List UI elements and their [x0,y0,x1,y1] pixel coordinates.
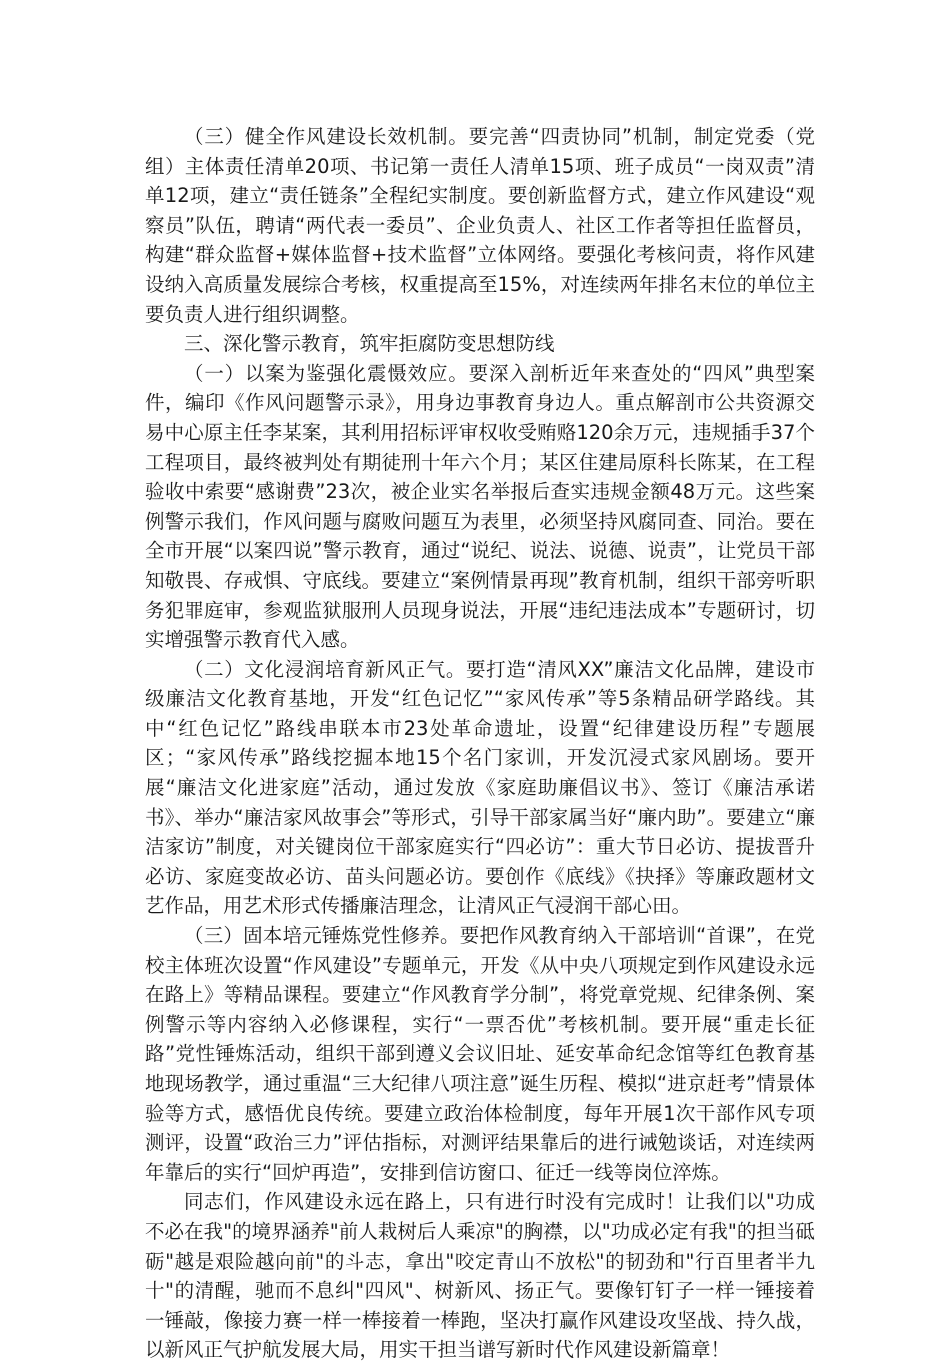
paragraph-party-spirit: （三）固本培元锤炼党性修养。要把作风教育纳入干部培训“首课”，在党校主体班次设置“作风建设”专题单元，开发《从中央八项规定到作风建设永远在路上》等精品课程。要建立“作风教育学分制”，将党章党规、纪律条例、案例警示等内容纳入必修课程，实行“一票否优”考核机制。要开展“重走长征路”党性锤炼活动，组织干部到遵义会议旧址、延安革命纪念馆等红色教育基地现场教学，通过重温“三大纪律八项注意”诞生历程、模拟“进京赶考”情景体验等方式，感悟优良传统。要建立政治体检制度，每年开展1次干部作风专项测评，设置“政治三力”评估指标，对测评结果靠后的进行诫勉谈话，对连续两年靠后的实行“回炉再造”，安排到信访窗口、征迁一线等岗位淬炼。 [145,924,815,1184]
section-heading-warning-education: 三、深化警示教育，筑牢拒腐防变思想防线 [184,332,555,356]
paragraph-closing-remarks: 同志们，作风建设永远在路上，只有进行时没有完成时！让我们以"功成不必在我"的境界涵养"前人栽树后人乘凉"的胸襟，以"功成必定有我"的担当砥砺"越是艰险越向前"的斗志，拿出"咬定青山不放松"的韧劲和"行百里者半九十"的清醒，驰而不息纠"四风"、树新风、扬正气。要像钉钉子一样一锤接着一锤敲，像接力赛一样一棒接着一棒跑，坚决打赢作风建设攻坚战、持久战，以新风正气护航发展大局，用实干担当谱写新时代作风建设新篇章！ [145,1190,815,1362]
document-body [145,122,815,1365]
paragraph-culture-integrity: （二）文化浸润培育新风正气。要打造“清风XX”廉洁文化品牌，建设市级廉洁文化教育基地，开发“红色记忆”“家风传承”等5条精品研学路线。其中“红色记忆”路线串联本市23处革命遗址，设置“纪律建设历程”专题展区；“家风传承”路线挖掘本地15个名门家训，开发沉浸式家风剧场。要开展“廉洁文化进家庭”活动，通过发放《家庭助廉倡议书》、签订《廉洁承诺书》、举办“廉洁家风故事会”等形式，引导干部家属当好“廉内助”。要建立“廉洁家访”制度，对关键岗位干部家庭实行“四必访”：重大节日必访、提拔晋升必访、家庭变故必访、苗头问题必访。要创作《底线》《抉择》等廉政题材文艺作品，用艺术形式传播廉洁理念，让清风正气浸润干部心田。 [145,657,815,918]
paragraph-work-style-mechanism: （三）健全作风建设长效机制。要完善“四责协同”机制，制定党委（党组）主体责任清单20项、书记第一责任人清单15项、班子成员“一岗双责”清单12项，建立“责任链条”全程纪实制度。要创新监督方式，建立作风建设“观察员”队伍，聘请“两代表一委员”、企业负责人、社区工作者等担任监督员，构建“群众监督+媒体监督+技术监督”立体网络。要强化考核问责，将作风建设纳入高质量发展综合考核，权重提高至15%，对连续两年排名末位的单位主要负责人进行组织调整。 [145,125,815,326]
paragraph-case-deterrence: （一）以案为鉴强化震慑效应。要深入剖析近年来查处的“四风”典型案件，编印《作风问题警示录》，用身边事教育身边人。重点解剖市公共资源交易中心原主任李某案，其利用招标评审权收受贿赂120余万元，违规插手37个工程项目，最终被判处有期徒刑十年六个月；某区住建局原科长陈某，在工程验收中索要“感谢费”23次，被企业实名举报后查实违规金额48万元。这些案例警示我们，作风问题与腐败问题互为表里，必须坚持风腐同查、同治。要在全市开展“以案四说”警示教育，通过“说纪、说法、说德、说责”，让党员干部知敬畏、存戒惧、守底线。要建立“案例情景再现”教育机制，组织干部旁听职务犯罪庭审，参观监狱服刑人员现身说法，开展“违纪违法成本”专题研讨，切实增强警示教育代入感。 [145,361,815,652]
